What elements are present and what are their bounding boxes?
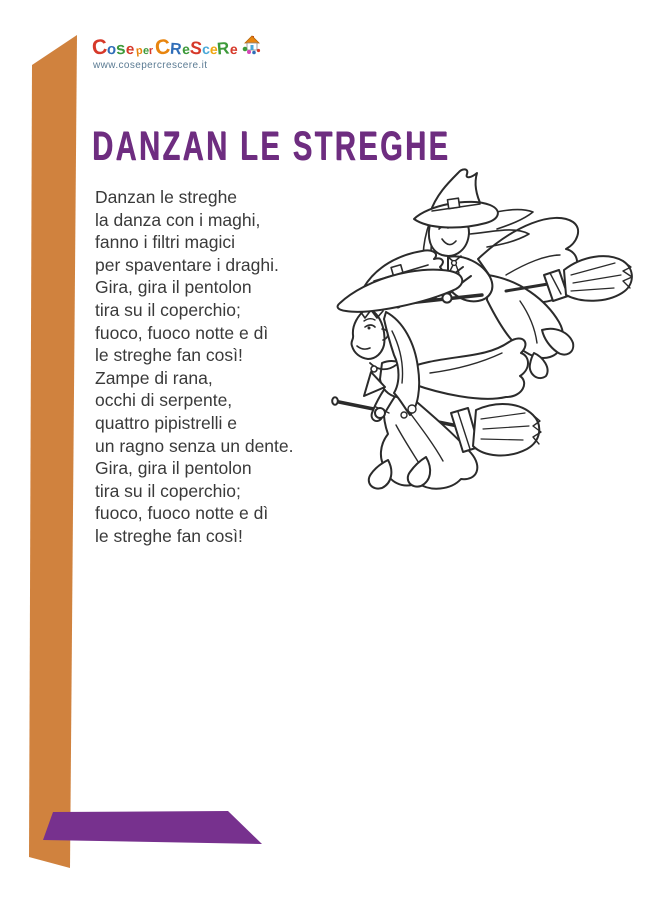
poem-line: Zampe di rana, [95,367,213,388]
poem-line: Gira, gira il pentolon [95,277,252,298]
page-title: DANZAN LE STREGHE [92,124,451,170]
poem-line: quattro pipistrelli e [95,412,238,433]
logo-letter: e [229,40,238,58]
logo-letter: e [181,40,191,58]
poem-line: tira su il coperchio; [95,480,241,501]
poem-line: per spaventare i draghi. [95,254,279,275]
logo-letter: C [154,35,172,60]
logo-letter: S [188,37,203,59]
poem-line: fanno i filtri magici [95,232,236,253]
poem-line: le streghe fan così! [95,345,243,366]
site-logo[interactable] [92,28,261,58]
site-url-text: www.cosepercrescere.it [93,60,208,71]
logo-letter: s [115,38,127,59]
site-logo-text [92,37,237,58]
logo-letter: e [208,40,218,58]
poem-line: la danza con i maghi, [95,209,261,230]
poem-line: le streghe fan così! [95,525,243,546]
poem-line: tira su il coperchio; [95,299,241,320]
logo-letter: R [169,40,183,59]
poem-line: fuoco, fuoco notte e dì [95,322,269,343]
poem-line: Gira, gira il pentolon [95,458,252,479]
poem-line: Danzan le streghe [95,187,238,207]
orange-bar-shape [29,35,77,868]
poem-block [95,186,294,548]
logo-letter: c [201,40,211,58]
logo-letter: r [148,44,154,58]
witches-illustration [330,163,650,493]
logo-letter: e [124,40,136,59]
poem-line: fuoco, fuoco notte e dì [95,503,269,524]
poem-line: un ragno senza un dente. [95,435,294,456]
purple-ribbon-shape [43,811,262,844]
logo-letter: R [216,38,231,59]
house-icon [239,34,261,56]
logo-letter: p [135,44,144,58]
logo-letter: e [142,44,150,58]
poem-line: occhi di serpente, [95,390,233,411]
logo-letter: C [90,35,109,60]
logo-letter: o [106,40,118,59]
